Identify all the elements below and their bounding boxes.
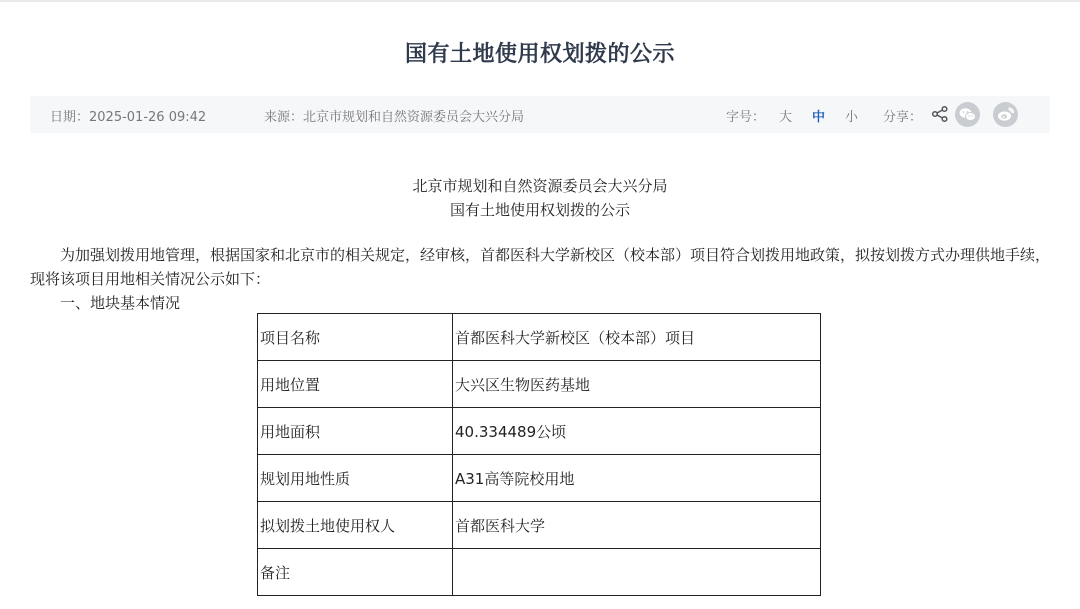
- table-value: 大兴区生物医药基地: [453, 361, 821, 408]
- date: [50, 106, 206, 125]
- article-subtitle: 国有土地使用权划拨的公示: [449, 201, 630, 219]
- table-key: 备注: [258, 549, 453, 596]
- page-title: 国有土地使用权划拨的公示: [404, 42, 675, 67]
- table-value: 首都医科大学新校区（校本部）项目: [453, 314, 821, 361]
- table-key: 用地位置: [258, 361, 453, 408]
- source-label: 来源：: [264, 110, 304, 125]
- issuer-name: 北京市规划和自然资源委员会大兴分局: [412, 177, 668, 195]
- table-row: [258, 314, 821, 361]
- weibo-icon[interactable]: [993, 102, 1018, 127]
- table-value: [453, 549, 821, 596]
- table-key: 用地面积: [258, 408, 453, 455]
- info-bar: [30, 96, 1050, 133]
- wechat-icon[interactable]: [955, 102, 980, 127]
- font-size-label: 字号：: [726, 110, 766, 125]
- table-key: 拟划拨土地使用权人: [258, 502, 453, 549]
- font-size-large[interactable]: 大: [779, 110, 793, 125]
- table-key: 项目名称: [258, 314, 453, 361]
- date-label: 日期：: [50, 110, 90, 125]
- table-value: 首都医科大学: [453, 502, 821, 549]
- table-row: [258, 502, 821, 549]
- share-icon[interactable]: [931, 105, 949, 123]
- top-divider: [0, 0, 1080, 2]
- table-value: A31高等院校用地: [453, 455, 821, 502]
- share-label: 分享：: [883, 110, 923, 125]
- table-row: [258, 549, 821, 596]
- source: [264, 106, 524, 125]
- font-size-medium[interactable]: 中: [812, 110, 826, 125]
- intro-paragraph: 为加强划拨用地管理，根据国家和北京市的相关规定，经审核，首都医科大学新校区（校本部）项目符合划拨用地政策，拟按划拨方式办理供地手续，现将该项目用地相关情况公示如下：: [30, 246, 1051, 288]
- table-value: 40.334489公顷: [453, 408, 821, 455]
- source-value: 北京市规划和自然资源委员会大兴分局: [303, 110, 525, 125]
- section-title: 一、地块基本情况: [60, 294, 181, 312]
- table-row: [258, 408, 821, 455]
- table-row: [258, 361, 821, 408]
- table-key: 规划用地性质: [258, 455, 453, 502]
- font-size-small[interactable]: 小: [845, 110, 859, 125]
- date-value: 2025-01-26 09:42: [89, 110, 207, 125]
- land-info-table: [257, 313, 821, 596]
- table-row: [258, 455, 821, 502]
